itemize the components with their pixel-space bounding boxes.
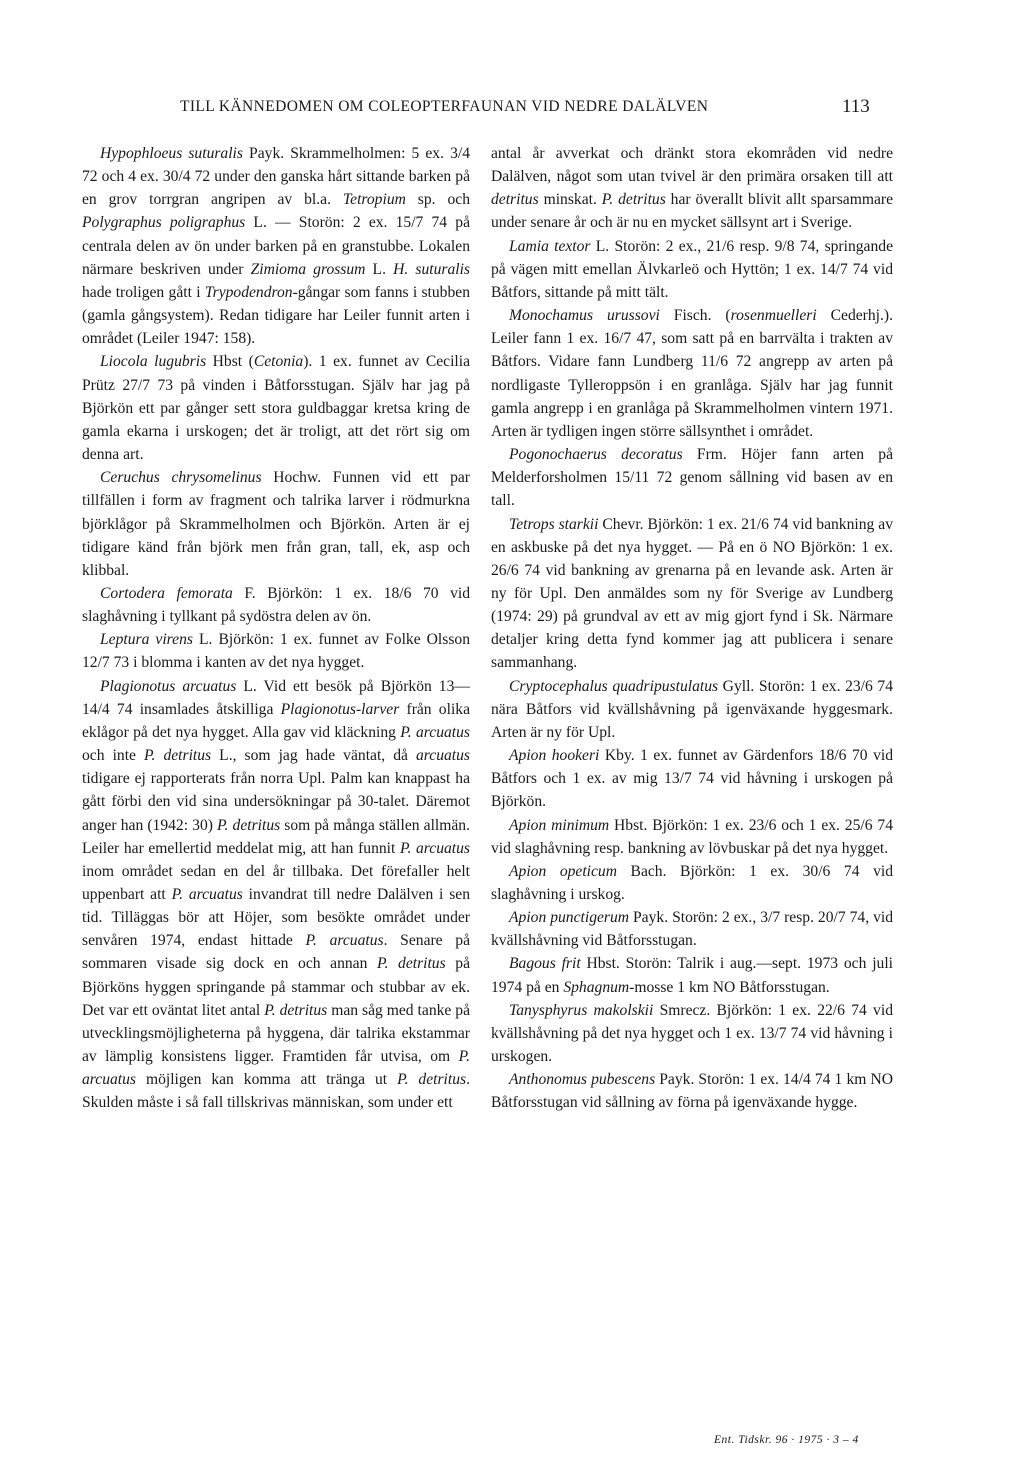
paragraph-text: inom området sedan en del år tillbaka. Det förefaller helt uppenbart att — [82, 862, 470, 903]
paragraph-text: invandrat till nedre Dalälven i sen tid. Tilläggas bör att Höjer, som besökte området under senvåren 1974, endast hittade — [82, 886, 470, 950]
taxon-name: P. arcuatus — [305, 932, 384, 950]
taxon-name: Cryptocephalus quadripustulatus — [509, 677, 719, 695]
taxon-name: P. detritus — [397, 1071, 467, 1089]
species-paragraph — [82, 628, 470, 674]
paragraph-text: sp. och — [405, 191, 470, 209]
paragraph-text: på Björköns hyggen springande på stammar och stubbar av ek. Det var ett oväntat litet antal — [82, 955, 470, 1019]
paragraph-text: . Skulden måste i så fall tillskrivas människan, som under ett — [82, 1071, 470, 1112]
taxon-name: P. detritus — [377, 955, 446, 973]
species-paragraph — [491, 999, 893, 1068]
paragraph-text: ). 1 ex. funnet av Cecilia Prütz 27/7 73 på vinden i Båtforsstugan. Själv har jag på Björkön ett par gånger sett stora guldbaggar kretsa kring de gamla ekarna i urskogen; det är troligt, att det rört sig om denna art. — [82, 353, 470, 464]
species-paragraph — [491, 744, 893, 813]
paragraph-text: F. Björkön: 1 ex. 18/6 70 vid slaghåvning i tyllkant på sydöstra delen av ön. — [82, 584, 470, 626]
taxon-name: Leptura virens — [100, 631, 193, 649]
taxon-name: P. arcuatus — [400, 723, 471, 741]
taxon-name: Plagionotus arcuatus — [100, 677, 237, 695]
species-paragraph — [491, 142, 893, 235]
taxon-name: Apion opeticum — [509, 862, 617, 880]
taxon-name: Tanysphyrus makolskii — [509, 1001, 654, 1019]
paragraph-text: har överallt blivit allt sparsammare under senare år och är nu en mycket sällsynt art i Sverige. — [491, 191, 893, 232]
taxon-name: Plagionotus-larver — [280, 700, 400, 718]
paragraph-text: Hbst. Storön: Talrik i aug.—sept. 1973 och juli 1974 på en — [491, 955, 893, 996]
paragraph-text: Gyll. Storön: 1 ex. 23/6 74 nära Båtfors vid kvällshåvning på igenväxande hyggesmark. Arten är ny för Upl. — [491, 677, 894, 741]
left-column — [82, 142, 470, 1115]
species-paragraph — [491, 675, 893, 744]
species-paragraph — [82, 582, 470, 628]
taxon-name: Apion hookeri — [509, 747, 600, 765]
paragraph-text: Fisch. ( — [659, 307, 731, 325]
species-paragraph — [491, 304, 893, 443]
paragraph-text: hade troligen gått i — [82, 283, 205, 301]
paragraph-text: tidigare ej rapporterats från norra Upl. Palm kan knappast ha gått förbi den vid sina undersökningar på 30-talet. Däremot anger han (1942: 30) — [82, 770, 470, 834]
paragraph-text: Hochw. Funnen vid ett par tillfällen i form av fragment och talrika larver i rödmurkna björklågor på Skrammelholmen och Björkön. Arten är ej tidigare känd från björk men från gran, tall, ek, asp och klibbal. — [82, 469, 470, 579]
species-paragraph — [491, 513, 893, 675]
taxon-name: Cortodera femorata — [100, 584, 233, 602]
taxon-name: detritus — [491, 191, 539, 209]
journal-citation: Ent. Tidskr. 96 · 1975 · 3 – 4 — [714, 1434, 859, 1446]
taxon-name: Anthonomus pubescens — [509, 1071, 656, 1089]
species-paragraph — [491, 860, 893, 906]
paragraph-text: Kby. 1 ex. funnet av Gärdenfors 18/6 70 vid Båtfors och 1 ex. av mig 13/7 74 vid håvning i urskogen på Björkön. — [491, 747, 893, 811]
taxon-name: P. detritus — [217, 816, 281, 834]
taxon-name: Sphagnum — [563, 978, 630, 996]
paragraph-text: minskat. — [538, 191, 602, 209]
taxon-name: Cetonia — [253, 353, 304, 371]
taxon-name: Ceruchus chrysomelinus — [100, 469, 262, 487]
species-paragraph — [82, 350, 470, 466]
taxon-name: P. detritus — [144, 747, 212, 765]
paragraph-text: Bach. Björkön: 1 ex. 30/6 74 vid slaghåvning i urskog. — [491, 862, 893, 903]
species-paragraph — [82, 142, 470, 350]
paragraph-text: -mosse 1 km NO Båtforsstugan. — [629, 978, 830, 996]
species-paragraph — [82, 466, 470, 582]
paragraph-text: -gångar som fanns i stubben (gamla gångsystem). Redan tidigare har Leiler funnit arten i området (Leiler 1947: 158). — [82, 283, 470, 348]
paragraph-text: möjligen kan komma att tränga ut — [136, 1071, 398, 1089]
taxon-name: Tetropium — [342, 191, 406, 209]
taxon-name: P. detritus — [601, 191, 666, 209]
paragraph-text: Payk. Storön: 2 ex., 3/7 resp. 20/7 74, vid kvällshåvning vid Båtforsstugan. — [491, 909, 894, 950]
species-paragraph — [491, 814, 893, 860]
paragraph-text: Hbst. Björkön: 1 ex. 23/6 och 1 ex. 25/6 74 vid slaghåvning resp. bankning av lövbuskar på det nya hygget. — [491, 816, 893, 857]
paragraph-text: Payk. Skrammelholmen: 5 ex. 3/4 72 och 4 ex. 30/4 72 under den ganska hårt sittande barken på en grov torrgran angripen av bl.a. — [82, 145, 470, 209]
taxon-name: Hypophloeus suturalis — [100, 145, 243, 162]
species-paragraph — [491, 235, 893, 304]
running-title: TILL KÄNNEDOMEN OM COLEOPTERFAUNAN VID NEDRE DALÄLVEN — [180, 98, 709, 115]
paragraph-text: Frm. Höjer fann arten på Melderforsholmen 15/11 72 genom sållning vid basen av en tall. — [491, 446, 893, 510]
taxon-name: rosenmuelleri — [730, 307, 817, 325]
taxon-name: P. arcuatus — [399, 839, 470, 857]
paragraph-text: som på många ställen allmän. Leiler har emellertid meddelat mig, att han funnit — [82, 816, 470, 857]
page-number: 113 — [842, 96, 870, 117]
paragraph-text: L. Björkön: 1 ex. funnet av Folke Olsson 12/7 73 i blomma i kanten av det nya hygget. — [82, 631, 470, 672]
taxon-name: P. detritus — [264, 1001, 328, 1019]
taxon-name: Lamia textor — [509, 237, 591, 255]
paragraph-text: Chevr. Björkön: 1 ex. 21/6 74 vid bankning av en askbuske på det nya hygget. — På en ö NO Björkön: 1 ex. 26/6 74 vid bankning av grenarna på en levande ask. Arten är ny för Upl. Den anmäldes som ny för Sverige av Lundberg (1974: 29) på grundval av ett av mig gjort fynd i Sk. Närmare detaljer kring detta fynd kommer jag att publicera i senare sammanhang. — [491, 515, 893, 672]
taxon-name: Pogonochaerus decoratus — [509, 446, 683, 464]
paragraph-text: L. Vid ett besök på Björkön 13—14/4 74 insamlades åtskilliga — [82, 677, 470, 718]
species-paragraph — [491, 443, 893, 512]
paragraph-text: L. — Storön: 2 ex. 15/7 74 på centrala delen av ön under barken på en granstubbe. Lokalen närmare beskriven under — [82, 214, 470, 278]
taxon-name: Polygraphus poligraphus — [82, 214, 246, 232]
taxon-name: Apion punctigerum — [509, 909, 630, 927]
running-header — [0, 98, 1024, 128]
species-paragraph — [491, 906, 893, 952]
taxon-name: arcuatus — [416, 747, 470, 765]
taxon-name: Bagous frit — [509, 955, 581, 973]
paragraph-text: L. — [365, 260, 394, 278]
paragraph-text: Payk. Storön: 1 ex. 14/4 74 1 km NO Båtforsstugan vid sållning av förna på igenväxande hygge. — [491, 1071, 893, 1112]
right-column — [491, 142, 893, 1115]
taxon-name: Apion minimum — [509, 816, 610, 834]
taxon-name: Monochamus urussovi — [509, 307, 660, 325]
paragraph-text: man såg med tanke på utvecklingsmöjligheterna på hyggena, där talrika ekstammar av lämplig konsistens ligger. Framtiden får utvisa, om — [82, 1001, 471, 1066]
taxon-name: Tetrops starkii — [509, 515, 599, 533]
paragraph-text: antal år avverkat och dränkt stora ekområden vid nedre Dalälven, något som utan tvivel är den primära orsaken till att — [491, 145, 893, 186]
paragraph-text: . Senare på sommaren visade sig dock en och annan — [82, 932, 470, 973]
species-paragraph — [491, 1068, 893, 1114]
paragraph-text: L. Storön: 2 ex., 21/6 resp. 9/8 74, springande på vägen mitt emellan Älvkarleö och Hyttön; 1 ex. 14/7 74 vid Båtfors, sittande på mitt tält. — [491, 237, 893, 301]
taxon-name: Zimioma grossum — [250, 260, 366, 278]
paragraph-text: L., som jag hade väntat, då — [211, 747, 416, 765]
taxon-name: H. suturalis — [393, 260, 470, 278]
taxon-name: Trypodendron — [204, 283, 293, 301]
paragraph-text: Smrecz. Björkön: 1 ex. 22/6 74 vid kvällshåvning på det nya hygget och 1 ex. 13/7 74 vid håvning i urskogen. — [491, 1001, 893, 1066]
taxon-name: Liocola lugubris — [100, 353, 207, 371]
paragraph-text: och inte — [82, 747, 144, 765]
paragraph-text: Hbst ( — [206, 353, 254, 371]
paragraph-text: från olika eklågor på det nya hygget. Alla gav vid kläckning — [82, 700, 470, 741]
species-paragraph — [491, 952, 893, 998]
taxon-name: P. arcuatus — [82, 1048, 470, 1089]
paragraph-text: Cederhj.). Leiler fann 1 ex. 16/7 47, som satt på en barrvälta i trakten av Båtfors. Vidare fann Lundberg 11/6 72 angrepp av arten på nordligaste Tylleroppsön i en granlåga. Själv har jag funnit gamla angrepp i en granlåga på Skrammelholmen vintern 1971. Arten är tydligen ingen större sällsynthet i området. — [491, 307, 893, 440]
taxon-name: P. arcuatus — [171, 886, 243, 903]
species-paragraph — [82, 675, 470, 1115]
